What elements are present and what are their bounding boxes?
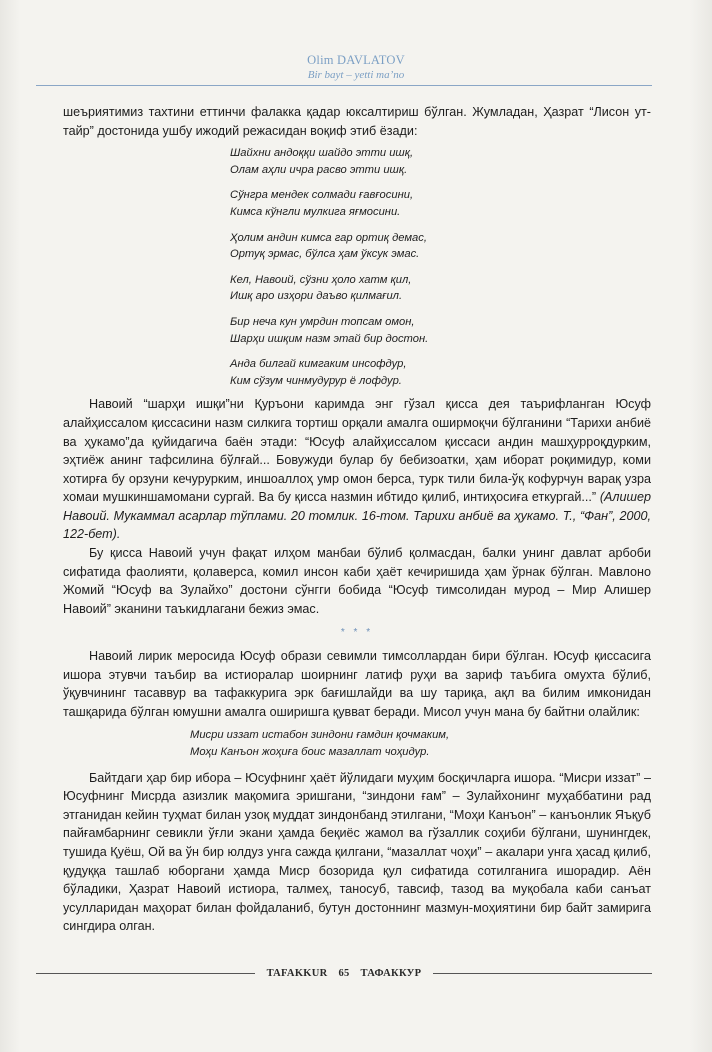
couplet-line: Моҳи Канъон жоҳиға боис мазаллат чоҳидур. [190,746,430,758]
paragraph-5: Байтдаги ҳар бир ибора – Юсуфнинг ҳаёт йўлидаги муҳим босқичларга ишора. “Мисри иззат” – Юсуфнинг Мисрда азизлик мақомига эришгани, “зиндони ғам” – Зулайхонинг муҳаббатини рад этганидан кейин туҳмат билан узоқ муддат зиндонбанд этилгани, “Моҳи Канъон” – канъонлик Яъқуб пайғамбарнинг севикли ўғли экани ҳамда беқиёс жамол ва гўзаллик соҳиби бўлгани, шунингдек, тушида Қуёш, Ой ва ўн бир юлдуз унга сажда қилгани, “мазаллат чоҳи” – акалари унга ҳасад қилиб, қудуққа ташлаб юборгани ҳамда Миср бозорида қул сифатида сотилганига ишорадир. Аён бўладики, Ҳазрат Навоий истиора, талмеҳ, таносуб, тавсиф, тазод ва муқобала каби санъат усулларидан маҳорат билан фойдаланиб, бутун достоннинг мазмун-моҳиятини бир байт замирига сингдира олган. [63,770,651,934]
running-head-title: Bir bayt – yetti ma’no [307,69,405,81]
page-number: 65 [338,967,350,979]
poem-line: Олам аҳли ичра расво этти ишқ. [230,163,408,176]
couplet-line: Мисри иззат истабон зиндони ғамдин қочмаким, [190,729,450,742]
poem-line: Ишқ аро изҳори даъво қилмағил. [230,290,403,303]
poem-stanza [230,230,651,263]
poem-quote [230,145,651,389]
poem-stanza [230,314,651,347]
poem-line: Анда билгай кимгаким инсофдур, [230,358,407,371]
footer-journal-latin: TAFAKKUR [266,967,328,979]
running-head-author: Olim DAVLATOV [307,53,405,67]
footer-rule-right [433,973,652,974]
poem-line: Шарҳи ишқим назм этай бир достон. [230,332,429,345]
paragraph-2-text: Навоий “шарҳи ишқи”ни Қуръони каримда энг гўзал қисса дея таърифланган Юсуф алайҳиссалом қиссасини назм силкига тортиш орқали амалга оширмоқчи бўлганини “Тарихи анбиё ва ҳукамо”да қуйидагича баён этади: “Юсуф алайҳиссалом қиссаси андин машҳурроқдурким, эҳтиёж анинг тафсилина бўлғай... Бовужуди булар бу бебизоатки, ҳам иборат роқимидур, коми хотирға бу орзуни кечурурким, иншоаллоҳ умр омон берса, турк тили била-ўқ кофурчун варақ узра хомаи мушкиншамомани сургай. Ва бу қисса назмин ибтидо қилиб, интиҳосиға еткургай...” [63,397,651,505]
poem-stanza [230,187,651,220]
header-rule [36,85,652,86]
footer-rule-left [36,973,255,974]
poem-stanza [230,145,651,178]
page-footer [36,966,652,980]
couplet-quote [190,727,651,760]
running-head [0,53,712,81]
poem-line: Ҳолим андин кимса гар ортиқ демас, [230,231,427,244]
section-divider: * * * [340,627,374,639]
poem-line: Кел, Навоий, сўзни ҳоло хатм қил, [230,273,412,286]
article-body [63,103,651,936]
poem-line: Сўнгра мендек солмади ғавғосини, [230,189,414,202]
poem-line: Кимса кўнгли мулкига яғмосини. [230,205,401,218]
paragraph-1: шеъриятимиз тахтини еттинчи фалакка қадар юксалтириш бўлган. Жумладан, Ҳазрат “Лисон ут-тайр” достонида ушбу ижодий режасидан воқиф этиб ёзади: [63,105,651,138]
paragraph-4: Навоий лирик меросида Юсуф образи севимли тимсоллардан бири бўлган. Юсуф қиссасига ишора этувчи таъбир ва истиоралар шоирнинг латиф руҳи ва зариф таъбига омухта бўлиб, ўқувчининг тасаввур ва тафаккурига эрк бағишлайди ва шу тариқа, ақл ва билим имконидан ташқарида бўлган юмушни амалга оширишга қувват беради. Мисол учун мана бу байтни олайлик: [63,649,651,719]
poem-stanza [230,356,651,389]
poem-stanza [230,272,651,305]
poem-line: Ортуқ эрмас, бўлса ҳам ўксук эмас. [230,248,420,261]
citation: (Алишер Навоий. Мукаммал асарлар тўплами. 20 томлик. 16-том. Тарихи анбиё ва ҳукамо. Т., “Фан”, 2000, 122-бет). [63,490,651,542]
poem-line: Ким сўзум чинмудурур ё лофдур. [230,374,402,387]
paragraph-2 [63,395,651,544]
paragraph-3: Бу қисса Навоий учун фақат илҳом манбаи бўлиб қолмасдан, балки унинг давлат арбоби сифатида фаолияти, қолаверса, комил инсон каби ҳаёт кечиришида ҳам ўрнак бўлган. Мавлоно Жомий “Юсуф ва Зулайхо” достони сўнгги бобида “Юсуф тимсолидан мурод – Мир Алишер Навоий” эканини таъкидлагани бежиз эмас. [63,546,651,616]
poem-line: Бир неча кун умрдин топсам омон, [230,315,415,328]
footer-text [255,968,434,979]
poem-line: Шайхни андоққи шайдо этти ишқ, [230,147,414,160]
footer-journal-cyrillic: ТАФАККУР [360,967,422,979]
